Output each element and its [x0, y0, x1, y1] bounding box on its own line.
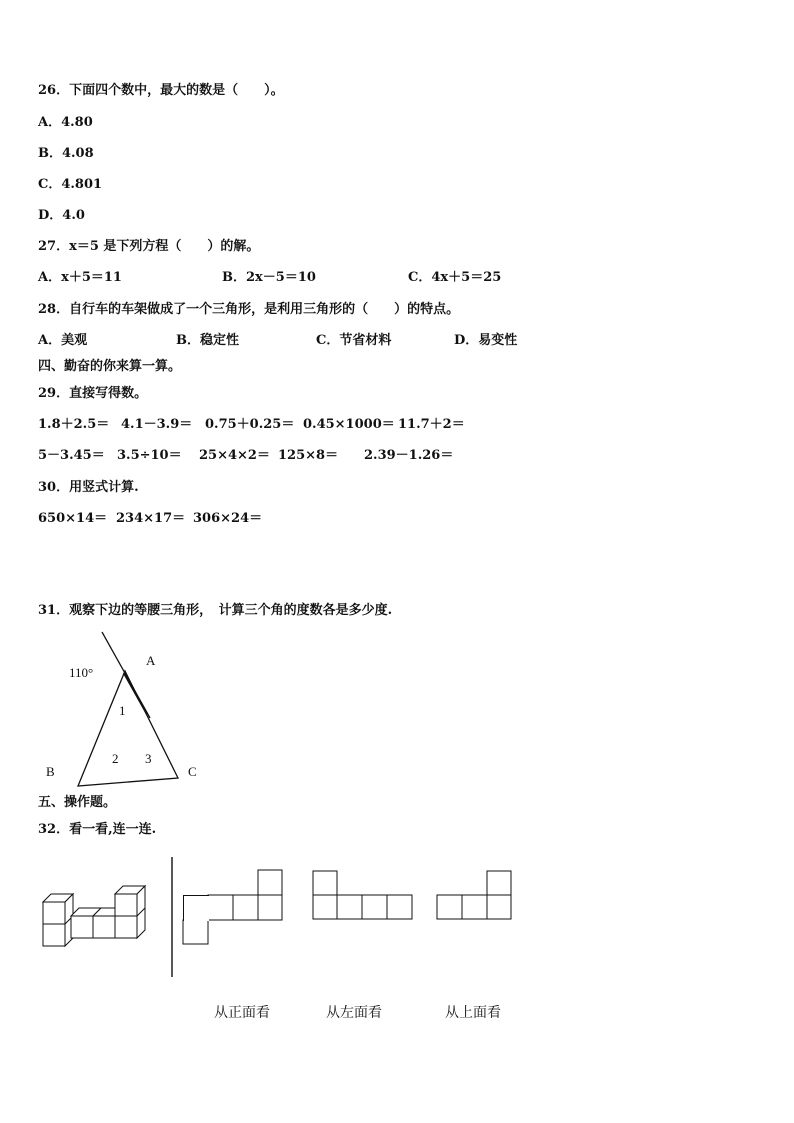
q26-option-d: D．4.0 [38, 208, 85, 223]
view-square [233, 895, 258, 920]
view-square [313, 895, 337, 919]
q26-option-a: A．4.80 [38, 115, 93, 130]
angle-3-label: 3 [145, 751, 152, 766]
vertex-b-label: B [46, 764, 55, 779]
q29-item: 4.1－3.9＝ [121, 417, 193, 432]
q32-stem: 32．看一看,连一连. [38, 822, 157, 837]
view-front-label: 从正面看 [214, 1005, 270, 1021]
view-square [362, 895, 387, 919]
cube [43, 924, 65, 946]
q28-stem: 28．自行车的车架做成了一个三角形，是利用三角形的（ ）的特点。 [38, 302, 460, 317]
vertex-c-label: C [188, 764, 197, 779]
angle-1-label: 1 [119, 703, 126, 718]
q26-stem: 26．下面四个数中，最大的数是（ ）。 [38, 83, 284, 98]
q29-item: 0.45×1000＝ [303, 417, 395, 432]
view-square [487, 895, 511, 919]
view-square [313, 871, 337, 895]
vertex-a-label: A [146, 653, 156, 668]
section-5-title: 五、操作题。 [38, 795, 117, 810]
view-1-mask [183, 895, 209, 921]
cube [43, 902, 65, 924]
q29-stem: 29．直接写得数。 [38, 386, 148, 401]
q31-stem: 31．观察下边的等腰三角形， 计算三个角的度数各是多少度. [38, 603, 393, 618]
q30-item: 306×24＝ [193, 511, 263, 526]
section-4-title: 四、勤奋的你来算一算。 [38, 359, 182, 374]
q29-item: 1.8＋2.5＝ [38, 417, 110, 432]
q27-option-c: C．4x＋5＝25 [408, 270, 502, 285]
q27-option-b: B．2x－5＝10 [222, 270, 316, 285]
exterior-angle-label: 110° [69, 665, 94, 680]
q29-item: 25×4×2＝ [199, 448, 270, 463]
q29-item: 0.75＋0.25＝ [205, 417, 295, 432]
q30-item: 650×14＝ [38, 511, 108, 526]
view-top-label: 从上面看 [445, 1005, 501, 1021]
view-square [208, 895, 233, 920]
q28-option-d: D．易变性 [454, 333, 518, 348]
q27-option-a: A．x＋5＝11 [38, 270, 122, 285]
q30-stem: 30．用竖式计算. [38, 480, 139, 495]
view-square [258, 870, 282, 895]
cube [115, 894, 137, 916]
q28-option-a: A．美观 [38, 333, 88, 348]
cube [71, 916, 93, 938]
q29-item: 11.7＋2＝ [398, 417, 465, 432]
q27-stem: 27．x＝5 是下列方程（ ）的解。 [38, 239, 260, 254]
q29-item: 125×8＝ [278, 448, 339, 463]
view-square [337, 895, 362, 919]
q29-item: 2.39－1.26＝ [364, 448, 454, 463]
view-square [462, 895, 487, 919]
cube [93, 916, 115, 938]
cube [115, 916, 137, 938]
q29-item: 5－3.45＝ [38, 448, 105, 463]
q28-option-c: C．节省材料 [316, 333, 392, 348]
view-square [258, 895, 282, 920]
view-square [437, 895, 462, 919]
q28-option-b: B．稳定性 [176, 333, 239, 348]
q26-option-b: B．4.08 [38, 146, 94, 161]
q29-item: 3.5÷10＝ [117, 448, 182, 463]
q26-option-c: C．4.801 [38, 177, 103, 192]
view-square [487, 871, 511, 895]
view-square [183, 920, 208, 944]
angle-2-label: 2 [112, 751, 119, 766]
q30-item: 234×17＝ [116, 511, 186, 526]
view-left-label: 从左面看 [326, 1005, 382, 1021]
view-square [387, 895, 412, 919]
